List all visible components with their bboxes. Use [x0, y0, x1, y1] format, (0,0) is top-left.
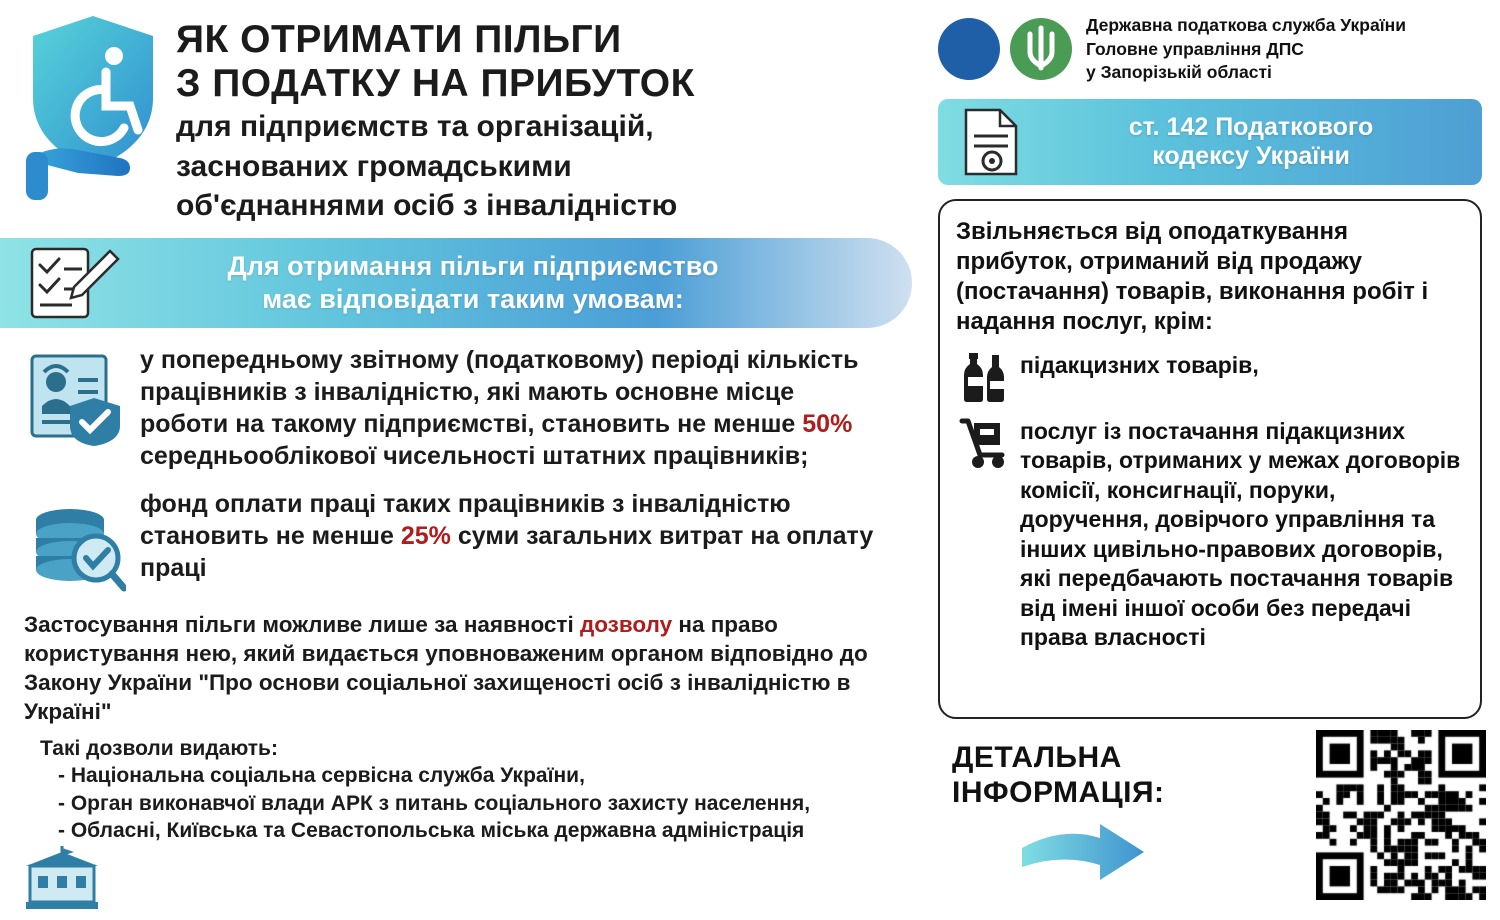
- organization-header: [938, 14, 1482, 85]
- title-block: [168, 10, 695, 224]
- condition-row-2: [0, 488, 930, 594]
- disability-shield-icon: [18, 10, 168, 200]
- hand-truck-delivery-icon: [956, 417, 1014, 469]
- condition-1-highlight: 50%: [802, 409, 853, 438]
- arrow-right-icon: [1018, 822, 1148, 888]
- condition-2-after: суми загальних витрат на оплату праці: [140, 521, 874, 582]
- details-line2: ІНФОРМАЦІЯ:: [952, 776, 1165, 810]
- exemption-item-2-text: послуг із постачання підакцизних товарів, отриманих у межах договорів комісії, консигнації, поруки, доручення, довірчого управління та інших цивільно-правових договорів, які передбачають постачання товарів від імені іншої особи без передачі права власності: [1020, 417, 1461, 650]
- org-line3: у Запорізькій області: [1086, 62, 1272, 83]
- qr-code[interactable]: [1316, 730, 1486, 900]
- details-line1: ДЕТАЛЬНА: [952, 741, 1122, 774]
- page-subtitle-line1: для підприємств та організацій,: [176, 110, 654, 144]
- header: [0, 0, 930, 224]
- details-section: [938, 730, 1498, 910]
- organization-text: [1082, 14, 1406, 85]
- condition-1-after: середньооблікової чисельності штатних працівників;: [140, 441, 809, 470]
- page-title-line1: ЯК ОТРИМАТИ ПІЛЬГИ: [176, 18, 622, 61]
- permission-issuers-title: Такі дозволи видають:: [40, 736, 278, 760]
- law-reference-text: [1028, 113, 1482, 171]
- note-part1: Застосування пільги можливе лише за наявності: [24, 611, 580, 637]
- law-line1: ст. 142 Податкового: [1128, 113, 1374, 142]
- dps-logo-blue-icon: [938, 18, 1000, 80]
- condition-text-2: [140, 488, 880, 584]
- law-reference-banner: [938, 99, 1482, 185]
- qr-code-canvas[interactable]: [1316, 730, 1486, 900]
- checklist-pencil-icon: [14, 243, 124, 323]
- coins-magnifier-icon: [26, 494, 126, 594]
- conditions-banner: [0, 238, 912, 328]
- condition-2-highlight: 25%: [400, 521, 451, 550]
- excise-bottles-icon: [956, 351, 1014, 403]
- page-subtitle-line2: заснованих громадськими: [176, 149, 572, 183]
- permission-issuers-list: [0, 762, 880, 845]
- exemption-item-1-text: підакцизних товарів,: [1020, 351, 1259, 378]
- condition-1-before: у попередньому звітному (податковому) періоді кількість працівників з інвалідністю, які мають основне місце роботи на такому підприємстві, становить не менше: [140, 345, 859, 438]
- list-item: - Національна соціальна сервісна служба України,: [58, 763, 585, 787]
- exemption-lead-text: Звільняється від оподаткування прибуток, отриманий від продажу (постачання) товарів, виконання робіт і надання послуг, крім:: [956, 217, 1429, 335]
- right-column: [930, 0, 1500, 920]
- condition-row-1: [0, 344, 930, 472]
- conditions-banner-text: [124, 250, 912, 315]
- condition-text-1: [140, 344, 880, 472]
- law-line2: кодексу України: [1152, 141, 1350, 170]
- list-item: - Обласні, Київська та Севастопольська міська державна адміністрація: [58, 819, 805, 843]
- banner-line2: має відповідати таким умовам:: [262, 283, 684, 314]
- details-title: [952, 740, 1165, 811]
- note-highlight: дозволу: [579, 611, 673, 637]
- list-item: - Орган виконавчої влади АРК з питань соціального захисту населення,: [58, 791, 811, 815]
- exemption-item-1: [956, 351, 1464, 403]
- exemption-item-2: [956, 417, 1464, 653]
- permission-note: [0, 610, 900, 727]
- org-line2: Головне управління ДПС: [1086, 38, 1304, 59]
- exemption-card: [938, 199, 1482, 719]
- document-seal-icon: [952, 106, 1028, 178]
- org-line1: Державна податкова служба України: [1086, 15, 1406, 35]
- worker-shield-icon: [26, 350, 126, 450]
- note-part2: на право користування нею, який видається уповноваженим органом відповідно до Закону України "Про основи соціальної захищеності осіб з інвалідністю в Україні": [24, 611, 868, 725]
- condition-2-before: фонд оплати праці таких працівників з інвалідністю становить не менше: [140, 489, 791, 550]
- government-building-icon: [22, 842, 102, 912]
- page-subtitle-line3: об'єднаннями осіб з інвалідністю: [176, 189, 678, 223]
- page-title-line2: З ПОДАТКУ НА ПРИБУТОК: [176, 61, 695, 105]
- tryzub-emblem-icon: [1010, 18, 1072, 80]
- banner-line1: Для отримання пільги підприємство: [227, 251, 719, 282]
